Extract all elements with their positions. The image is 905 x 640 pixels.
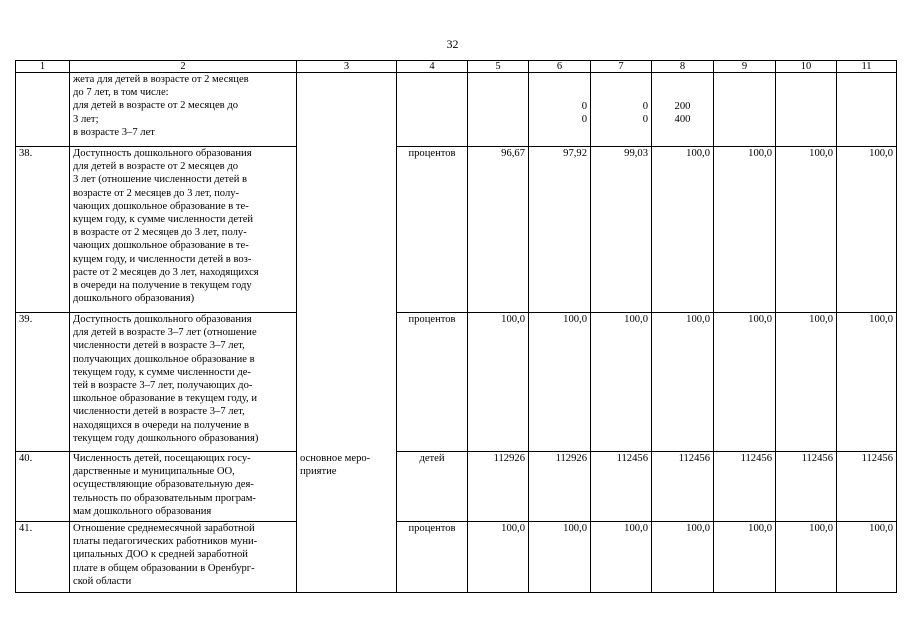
value-cell: 100,0	[837, 313, 897, 452]
row-number-cell: 39.	[16, 313, 70, 452]
unit-cell: процентов	[397, 313, 468, 452]
value-cell: 100,0	[652, 313, 714, 452]
value-cell: 100,0	[776, 313, 837, 452]
column-header: 10	[776, 61, 837, 73]
column-header: 5	[468, 61, 529, 73]
page-number: 32	[446, 37, 459, 51]
indicators-table	[15, 60, 897, 593]
value-cell: 96,67	[468, 147, 529, 313]
value-cell: 0 0	[591, 73, 652, 147]
row-number-cell: 41.	[16, 522, 70, 593]
category-cell	[297, 147, 397, 313]
value-cell	[837, 73, 897, 147]
unit-cell	[397, 73, 468, 147]
category-cell	[297, 522, 397, 593]
value-cell: 112926	[529, 452, 591, 522]
value-cell: 100,0	[714, 147, 776, 313]
row-number-cell: 38.	[16, 147, 70, 313]
column-header: 2	[70, 61, 297, 73]
value-cell: 112456	[652, 452, 714, 522]
value-cell: 100,0	[714, 313, 776, 452]
value-cell: 112456	[591, 452, 652, 522]
column-header: 4	[397, 61, 468, 73]
table-row	[16, 147, 897, 313]
table-row	[16, 73, 897, 147]
value-cell: 100,0	[529, 522, 591, 593]
indicator-description: Доступность дошкольного образования для детей в возрасте от 2 месяцев до 3 лет (отношение численности детей в возрасте от 2 месяцев до 3 лет, полу- чающих дошкольное образование в те- кущем году, к сумме численности детей в возрасте от 2 месяцев до 3 лет, полу- чающих дошкольное образование в те- кущем году, и численности детей в воз- расте от 2 месяцев до 3 лет, находящихся в очереди на получение в текущем году дошкольного образования)	[70, 147, 297, 313]
value-cell	[468, 73, 529, 147]
category-cell	[297, 313, 397, 452]
indicator-description: Отношение среднемесячной заработной платы педагогических работников муни- ципальных ДОО к средней заработной плате в общем образовании в Оренбург- ской области	[70, 522, 297, 593]
column-header: 8	[652, 61, 714, 73]
table-row	[16, 522, 897, 593]
unit-cell: процентов	[397, 147, 468, 313]
value-cell	[714, 73, 776, 147]
column-header: 3	[297, 61, 397, 73]
row-number-cell: 40.	[16, 452, 70, 522]
value-cell: 112456	[714, 452, 776, 522]
table-row	[16, 452, 897, 522]
value-cell: 100,0	[776, 147, 837, 313]
value-cell: 100,0	[837, 522, 897, 593]
value-cell: 100,0	[837, 147, 897, 313]
value-cell: 100,0	[529, 313, 591, 452]
category-cell: основное меро- приятие	[297, 452, 397, 522]
value-cell: 100,0	[468, 522, 529, 593]
value-cell: 100,0	[776, 522, 837, 593]
category-cell	[297, 73, 397, 147]
value-cell: 112926	[468, 452, 529, 522]
value-cell: 0 0	[529, 73, 591, 147]
column-header: 6	[529, 61, 591, 73]
column-header: 9	[714, 61, 776, 73]
indicator-description: Доступность дошкольного образования для детей в возрасте 3–7 лет (отношение численности детей в возрасте 3–7 лет, получающих дошкольное образование в текущем году, к сумме численности де- тей в возрасте 3–7 лет, получающих до- школьное образование в текущем году, и численности детей в возрасте 3–7 лет, находящихся в очереди на получение в текущем году дошкольного образования)	[70, 313, 297, 452]
column-header: 11	[837, 61, 897, 73]
value-cell: 200 400	[652, 73, 714, 147]
column-header: 7	[591, 61, 652, 73]
value-cell: 97,92	[529, 147, 591, 313]
indicator-description: жета для детей в возрасте от 2 месяцев до 7 лет, в том числе: для детей в возрасте от 2 месяцев до 3 лет; в возрасте 3–7 лет	[70, 73, 297, 147]
value-cell: 100,0	[591, 313, 652, 452]
unit-cell: процентов	[397, 522, 468, 593]
value-cell: 112456	[837, 452, 897, 522]
row-number-cell	[16, 73, 70, 147]
table-row	[16, 313, 897, 452]
value-cell: 100,0	[591, 522, 652, 593]
value-cell: 99,03	[591, 147, 652, 313]
unit-cell: детей	[397, 452, 468, 522]
value-cell: 100,0	[468, 313, 529, 452]
indicator-description: Численность детей, посещающих госу- дарственные и муниципальные ОО, осуществляющие образовательную дея- тельность по образовательным програм- мам дошкольного образования	[70, 452, 297, 522]
value-cell: 100,0	[714, 522, 776, 593]
value-cell: 112456	[776, 452, 837, 522]
column-number-row	[16, 61, 897, 73]
value-cell: 100,0	[652, 147, 714, 313]
value-cell: 100,0	[652, 522, 714, 593]
column-header: 1	[16, 61, 70, 73]
value-cell	[776, 73, 837, 147]
